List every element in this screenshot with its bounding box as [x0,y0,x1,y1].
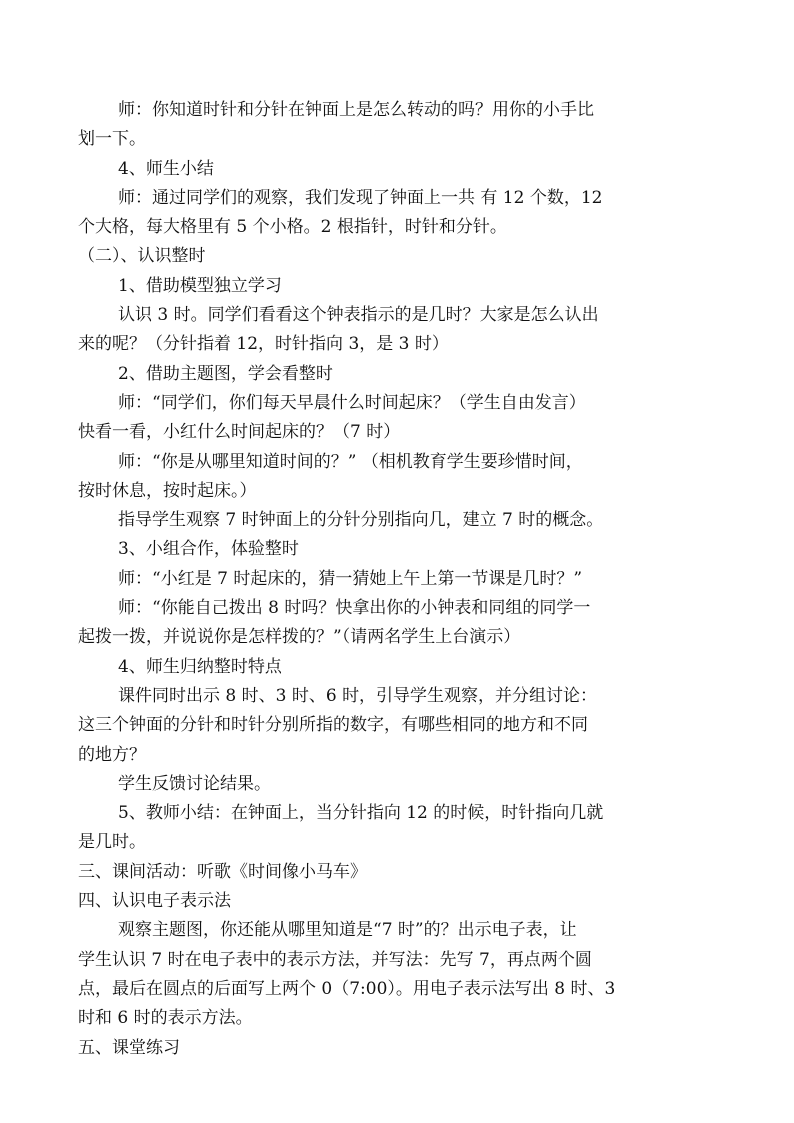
paragraph-line: 是几时。 [78,832,146,853]
section-heading: 四、认识电子表示法 [78,891,231,912]
paragraph-line: 师：“小红是 7 时起床的，猜一猜她上午上第一节课是几时？” [118,568,583,589]
paragraph-line: 师：通过同学们的观察，我们发现了钟面上一共 有 12 个数，12 [118,187,603,208]
subheading: 4、师生小结 [118,158,214,179]
paragraph-line: 的地方？ [78,744,146,765]
paragraph-line: 认识 3 时。同学们看看这个钟表指示的是几时？大家是怎么认出 [118,305,599,326]
paragraph-line: 快看一看，小红什么时间起床的？（7 时） [78,422,401,443]
paragraph-line: 师：“你是从哪里知道时间的？” （相机教育学生要珍惜时间， [118,451,583,472]
paragraph-line: 学生认识 7 时在电子表中的表示方法，并写法：先写 7，再点两个圆 [78,949,592,970]
paragraph-line: 5、教师小结：在钟面上，当分针指向 12 的时候，时针指向几就 [118,803,604,824]
paragraph-line: 个大格，每大格里有 5 个小格。2 根指针，时针和分针。 [78,217,507,238]
section-heading: 三、课间活动：听歌《时间像小马车》 [78,861,367,882]
paragraph-line: 点，最后在圆点的后面写上两个 0（7:00）。用电子表示法写出 8 时、3 [78,978,616,999]
paragraph-line: 师：“你能自己拨出 8 时吗？快拿出你的小钟表和同组的同学一 [118,598,591,619]
section-heading: 五、课堂练习 [78,1037,180,1058]
document-body [78,96,750,1063]
subheading: 4、师生归纳整时特点 [118,656,282,677]
paragraph-line: 指导学生观察 7 时钟面上的分针分别指向几，建立 7 时的概念。 [118,510,604,531]
section-heading: （二）、认识整时 [78,246,206,267]
paragraph-line: 时和 6 时的表示方法。 [78,1008,253,1029]
paragraph-line: 这三个钟面的分针和时针分别所指的数字，有哪些相同的地方和不同 [78,715,588,736]
paragraph-line: 师：你知道时针和分针在钟面上是怎么转动的吗？用你的小手比 [118,100,594,120]
paragraph-line: 划一下。 [78,129,146,150]
paragraph-line: 观察主题图，你还能从哪里知道是“7 时”的？出示电子表，让 [118,920,577,941]
paragraph-line: 课件同时出示 8 时、3 时、6 时，引导学生观察，并分组讨论： [118,685,598,706]
subheading: 2、借助主题图，学会看整时 [118,363,333,384]
paragraph-line: 起拨一拨，并说说你是怎样拨的？”（请两名学生上台演示） [78,627,521,648]
paragraph-line: 按时休息，按时起床。） [78,480,257,501]
paragraph-line: 学生反馈讨论结果。 [118,773,271,794]
subheading: 3、小组合作，体验整时 [118,539,299,560]
paragraph-line: 师：“同学们，你们每天早晨什么时间起床？（学生自由发言） [118,392,586,413]
subheading: 1、借助模型独立学习 [118,275,282,296]
paragraph-line: 来的呢？（分针指着 12，时针指向 3，是 3 时） [78,334,449,355]
